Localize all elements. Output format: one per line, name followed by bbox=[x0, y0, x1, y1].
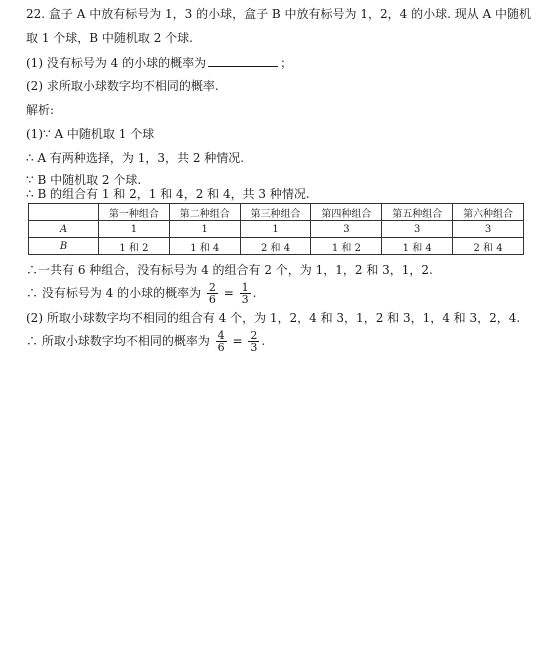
table-cell: 1 和 4 bbox=[382, 238, 453, 255]
period: . bbox=[252, 286, 257, 300]
table-cell: 2 和 4 bbox=[453, 238, 524, 255]
equals-sign: = bbox=[232, 334, 243, 348]
table-header-row bbox=[29, 204, 524, 221]
solution-step-2: ∴ A 有两种选择，为 1，3，共 2 种情况. bbox=[26, 151, 245, 165]
table-header-cell: 第一种组合 bbox=[99, 204, 170, 221]
table-cell: 3 bbox=[453, 221, 524, 238]
solution-step-3: ∵ B 中随机取 2 个球. bbox=[26, 173, 142, 187]
solution-header: 解析: bbox=[26, 103, 55, 117]
equals-sign: = bbox=[223, 286, 234, 300]
question-1 bbox=[26, 54, 292, 71]
answer-blank[interactable] bbox=[208, 54, 278, 67]
table-cell: 3 bbox=[311, 221, 382, 238]
table-row-label: B bbox=[29, 238, 99, 255]
fraction-numerator: 2 bbox=[250, 329, 258, 342]
table-header-cell: 第五种组合 bbox=[382, 204, 453, 221]
table-cell: 2 和 4 bbox=[240, 238, 311, 255]
table-cell: 3 bbox=[382, 221, 453, 238]
fraction-denominator: 3 bbox=[241, 293, 249, 306]
fraction-2-3 bbox=[248, 330, 259, 353]
period: . bbox=[261, 334, 266, 348]
solution-step-5: ∴一共有 6 种组合，没有标号为 4 的组合有 2 个，为 1，1，2 和 3，1，2. bbox=[26, 263, 433, 277]
fraction-denominator: 6 bbox=[217, 341, 225, 354]
fraction-2-6 bbox=[207, 282, 218, 305]
table-cell: 1 bbox=[169, 221, 240, 238]
solution-step-8 bbox=[26, 328, 265, 354]
solution-step-4: ∴ B 的组合有 1 和 2，1 和 4，2 和 4，共 3 种情况. bbox=[26, 187, 310, 201]
fraction-4-6 bbox=[216, 330, 227, 353]
table-header-cell: 第四种组合 bbox=[311, 204, 382, 221]
solution-step-1: (1)∵ A 中随机取 1 个球 bbox=[26, 127, 155, 141]
table-cell: 1 和 2 bbox=[99, 238, 170, 255]
fraction-denominator: 6 bbox=[208, 293, 216, 306]
solution-step-8-text: ∴ 所取小球数字均不相同的概率为 bbox=[26, 334, 210, 348]
question-1-suffix: ； bbox=[280, 56, 293, 70]
problem-line-1: 22. 盒子 A 中放有标号为 1，3 的小球，盒子 B 中放有标号为 1，2，4 的小球. 现从 A 中随机 bbox=[26, 7, 531, 21]
solution-step-6 bbox=[26, 280, 256, 306]
table-cell: 1 和 2 bbox=[311, 238, 382, 255]
solution-step-7: (2) 所取小球数字均不相同的组合有 4 个，为 1，2，4 和 3，1，2 和 3，1，4 和 3，2，4. bbox=[26, 311, 521, 325]
table-row bbox=[29, 238, 524, 255]
table-header-cell: 第六种组合 bbox=[453, 204, 524, 221]
fraction-1-3 bbox=[240, 282, 251, 305]
problem-line-2: 取 1 个球，B 中随机取 2 个球. bbox=[26, 31, 193, 45]
fraction-numerator: 1 bbox=[241, 281, 249, 294]
table-header-cell: 第三种组合 bbox=[240, 204, 311, 221]
fraction-denominator: 3 bbox=[250, 341, 258, 354]
fraction-numerator: 4 bbox=[217, 329, 225, 342]
table-row bbox=[29, 221, 524, 238]
table-row-label: A bbox=[29, 221, 99, 238]
table-cell: 1 bbox=[99, 221, 170, 238]
question-1-text: (1) 没有标号为 4 的小球的概率为 bbox=[26, 56, 207, 70]
solution-step-6-text: ∴ 没有标号为 4 的小球的概率为 bbox=[26, 286, 202, 300]
table-cell: 1 和 4 bbox=[169, 238, 240, 255]
table-header-cell: 第二种组合 bbox=[169, 204, 240, 221]
question-2: (2) 求所取小球数字均不相同的概率. bbox=[26, 79, 219, 93]
table-header-cell bbox=[29, 204, 99, 221]
fraction-numerator: 2 bbox=[208, 281, 216, 294]
table-cell: 1 bbox=[240, 221, 311, 238]
combination-table bbox=[28, 203, 524, 255]
